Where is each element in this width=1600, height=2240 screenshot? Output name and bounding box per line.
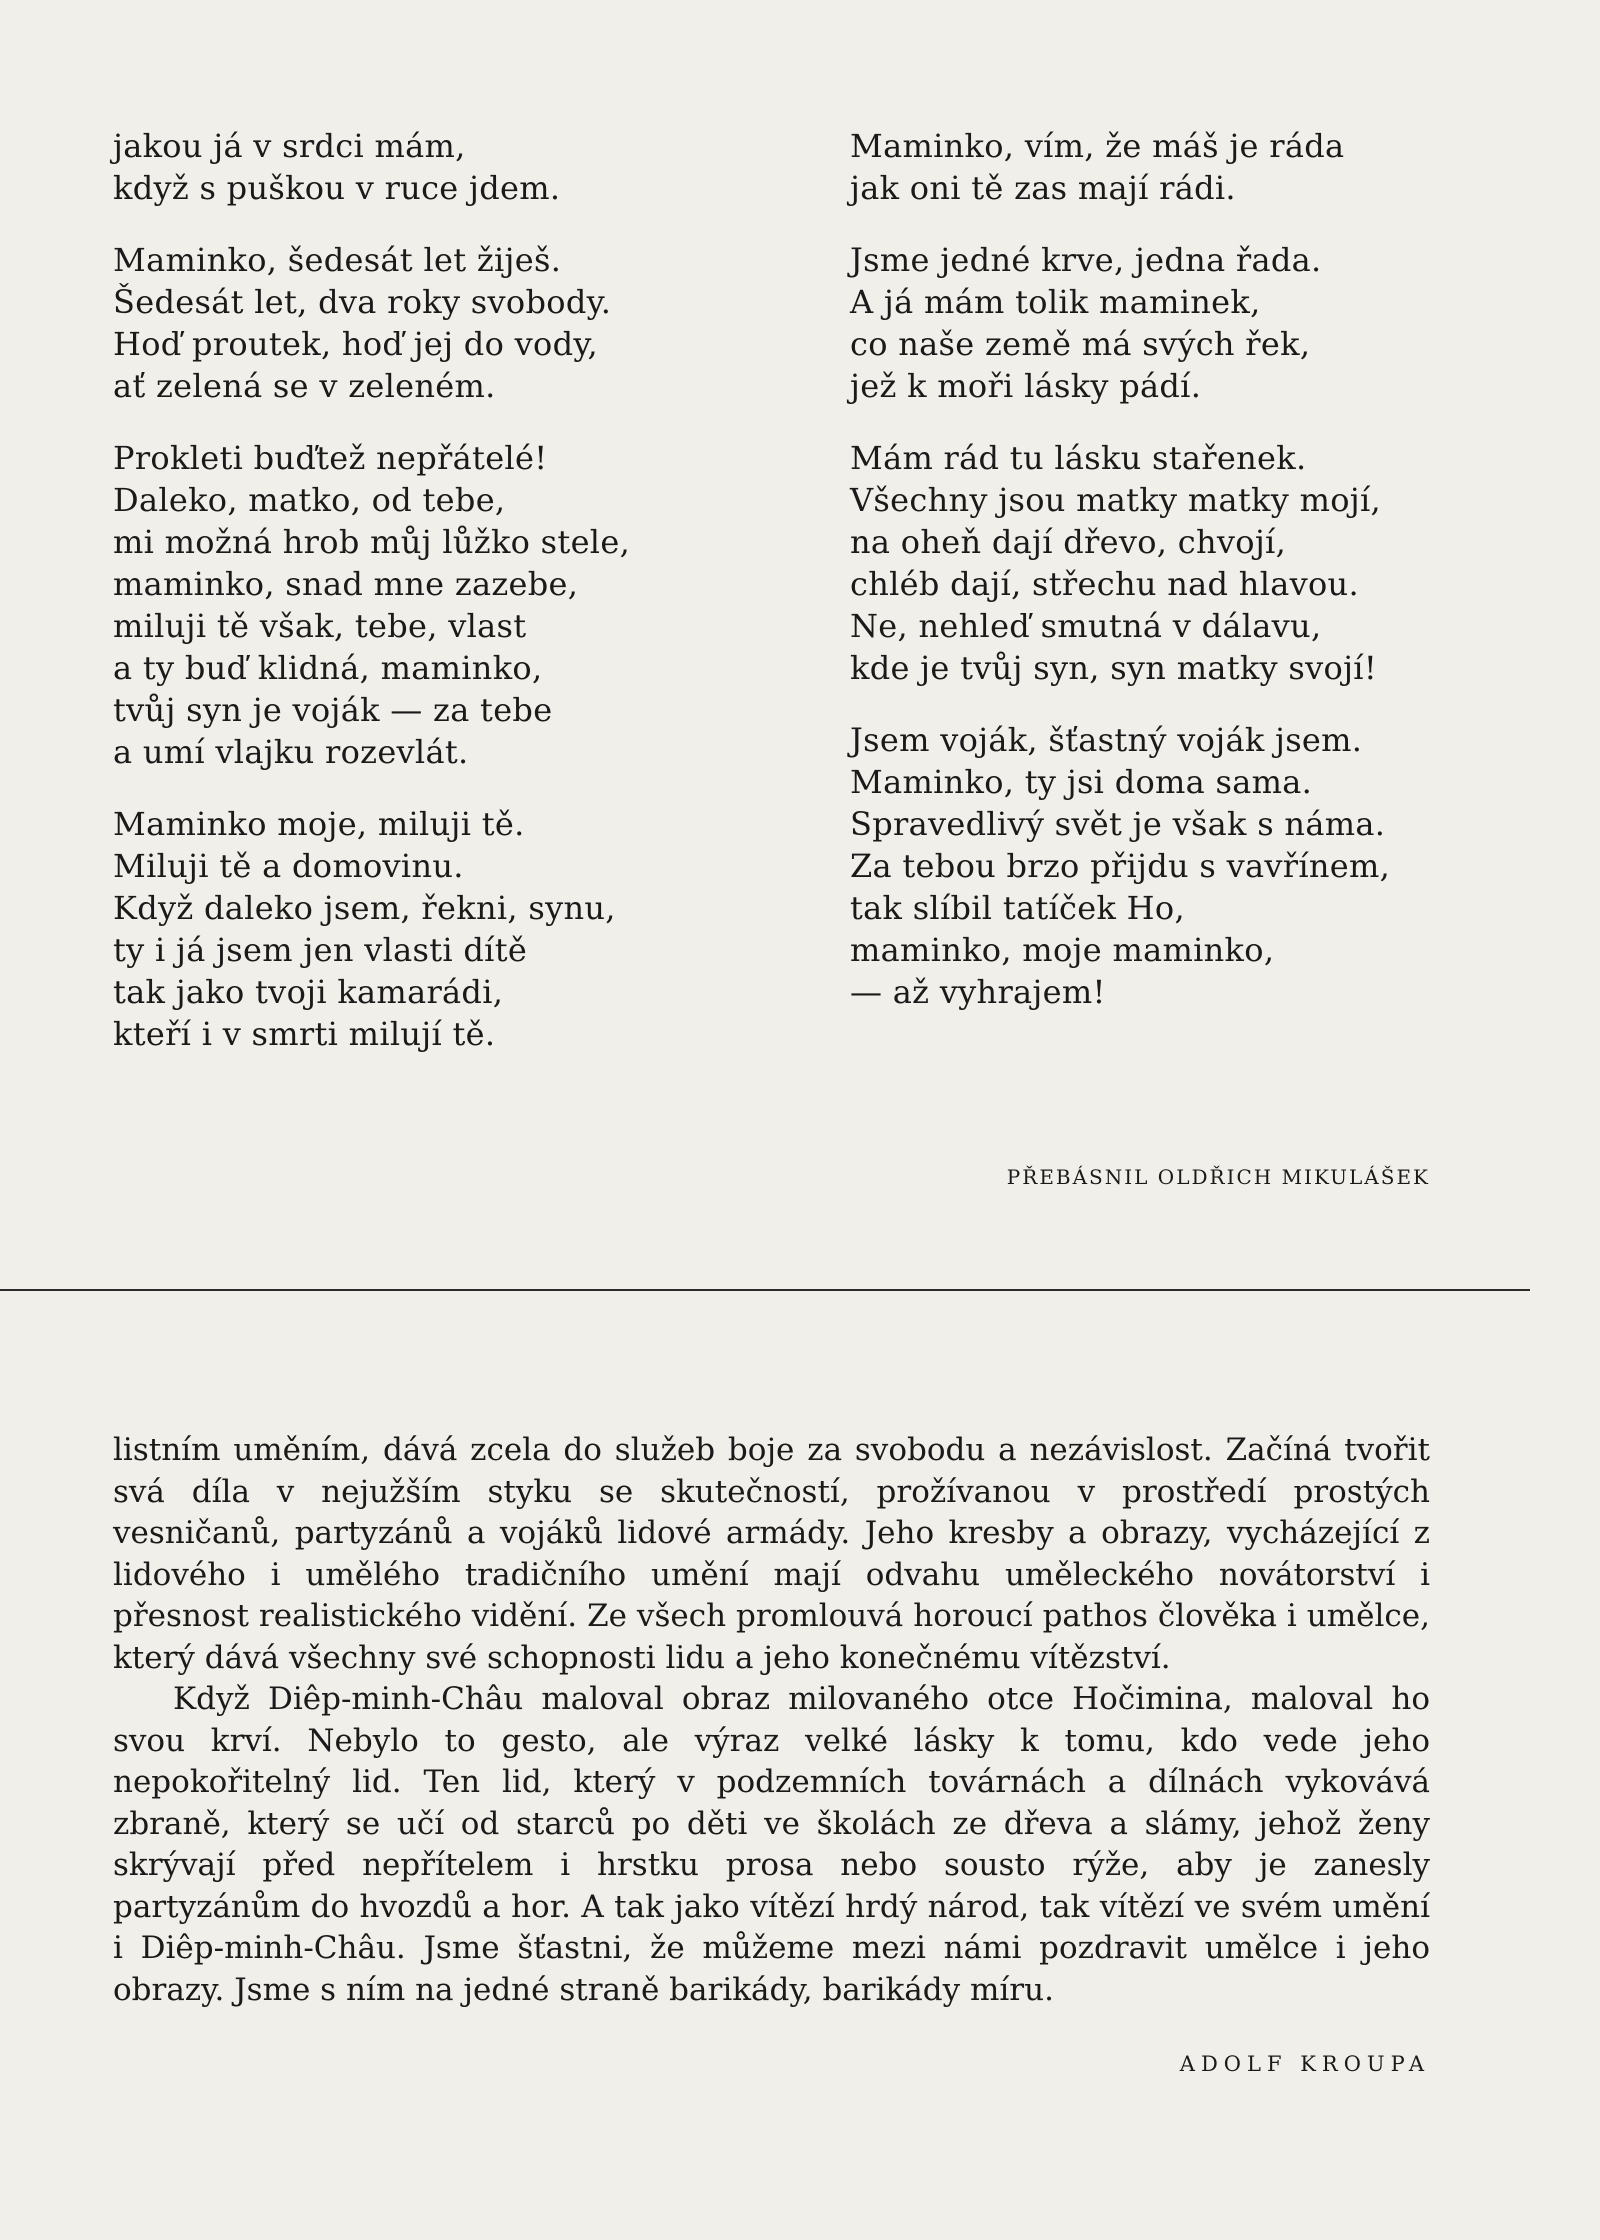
- poem-line: kteří i v smrti milují tě.: [113, 1015, 496, 1053]
- poem-line: jak oni tě zas mají rádi.: [850, 169, 1236, 207]
- poem-line: Daleko, matko, od tebe,: [113, 481, 506, 519]
- poem-line: A já mám tolik maminek,: [850, 283, 1261, 321]
- poem-line: tvůj syn je voják — za tebe: [113, 691, 553, 729]
- poem-line: a umí vlajku rozevlát.: [113, 733, 469, 771]
- poem-line: tak slíbil tatíček Ho,: [850, 889, 1185, 927]
- poem-line: ty i já jsem jen vlasti dítě: [113, 931, 528, 969]
- poem-line: Jsme jedné krve, jedna řada.: [850, 241, 1322, 279]
- poem-line: a ty buď klidná, maminko,: [113, 649, 543, 687]
- section-divider: [0, 1289, 1530, 1291]
- poem-stanza: [113, 803, 733, 1055]
- poem-line: jakou já v srdci mám,: [113, 127, 466, 165]
- article-author: ADOLF KROUPA: [1179, 2052, 1430, 2076]
- poem-stanza: [850, 719, 1470, 1013]
- poem-line: Spravedlivý svět je však s náma.: [850, 805, 1386, 843]
- poem-line: Mám rád tu lásku stařenek.: [850, 439, 1307, 477]
- poem-line: chléb dají, střechu nad hlavou.: [850, 565, 1359, 603]
- poem-stanza: [850, 437, 1470, 689]
- translator-credit: PŘEBÁSNIL OLDŘICH MIKULÁŠEK: [1006, 1165, 1430, 1189]
- article-paragraph: listním uměním, dává zcela do služeb boje za svobodu a nezávislost. Začíná tvořit svá díla v nejužším styku se skutečností, prožívanou v prostředí prostých vesničanů, partyzánů a vojáků lidové armády. Jeho kresby a obrazy, vycházející z lidového i umělého tradičního umění mají odvahu uměleckého novátorství i přesnost realistického vidění. Ze všech promlouvá horoucí pathos člověka i umělce, který dává všechny své schopnosti lidu a jeho konečnému vítězství.: [113, 1432, 1430, 1676]
- poem-line: tak jako tvoji kamarádi,: [113, 973, 504, 1011]
- poem-line: kde je tvůj syn, syn matky svojí!: [850, 649, 1377, 687]
- poem-line: Hoď proutek, hoď jej do vody,: [113, 325, 598, 363]
- poem-stanza: [850, 125, 1470, 209]
- poem-line: mi možná hrob můj lůžko stele,: [113, 523, 631, 561]
- poem-line: ať zelená se v zeleném.: [113, 367, 496, 405]
- poem-line: Maminko moje, miluji tě.: [113, 805, 525, 843]
- poem-right-column: [850, 125, 1470, 1043]
- poem-line: Když daleko jsem, řekni, synu,: [113, 889, 616, 927]
- poem-stanza: [850, 239, 1470, 407]
- poem-line: když s puškou v ruce jdem.: [113, 169, 561, 207]
- poem-line: miluji tě však, tebe, vlast: [113, 607, 527, 645]
- poem-line: jež k moři lásky pádí.: [850, 367, 1202, 405]
- poem-line: maminko, snad mne zazebe,: [113, 565, 579, 603]
- poem-line: Ne, nehleď smutná v dálavu,: [850, 607, 1322, 645]
- poem-line: Prokleti buďtež nepřátelé!: [113, 439, 548, 477]
- poem-line: — až vyhrajem!: [850, 973, 1106, 1011]
- poem-line: Šedesát let, dva roky svobody.: [113, 283, 612, 321]
- poem-line: Jsem voják, šťastný voják jsem.: [850, 721, 1363, 759]
- article-paragraph: Když Diêp-minh-Châu maloval obraz milovaného otce Hočimina, maloval ho svou krví. Nebylo to gesto, ale výraz velké lásky k tomu, kdo vede jeho nepokořitelný lid. Ten lid, který v podzemních továrnách a dílnách vykovává zbraně, který se učí od starců po děti ve školách ze dřeva a slámy, jehož ženy skrývají před nepřítelem i hrstku prosa nebo sousto rýže, aby je zanesly partyzánům do hvozdů a hor. A tak jako vítězí hrdý národ, tak vítězí ve svém umění i Diêp-minh-Châu. Jsme šťastni, že můžeme mezi námi pozdravit umělce i jeho obrazy. Jsme s ním na jedné straně barikády, barikády míru.: [113, 1681, 1430, 2008]
- poem-line: Všechny jsou matky matky mojí,: [850, 481, 1382, 519]
- poem-line: Maminko, šedesát let žiješ.: [113, 241, 562, 279]
- poem-line: maminko, moje maminko,: [850, 931, 1275, 969]
- poem-stanza: [113, 125, 733, 209]
- article-body: [113, 1430, 1430, 2011]
- poem-stanza: [113, 239, 733, 407]
- poem-line: Za tebou brzo přijdu s vavřínem,: [850, 847, 1391, 885]
- poem-line: co naše země má svých řek,: [850, 325, 1311, 363]
- poem-line: Maminko, vím, že máš je ráda: [850, 127, 1345, 165]
- poem-stanza: [113, 437, 733, 773]
- poem-line: Miluji tě a domovinu.: [113, 847, 464, 885]
- poem-line: Maminko, ty jsi doma sama.: [850, 763, 1313, 801]
- poem-left-column: [113, 125, 733, 1085]
- poem-line: na oheň dají dřevo, chvojí,: [850, 523, 1287, 561]
